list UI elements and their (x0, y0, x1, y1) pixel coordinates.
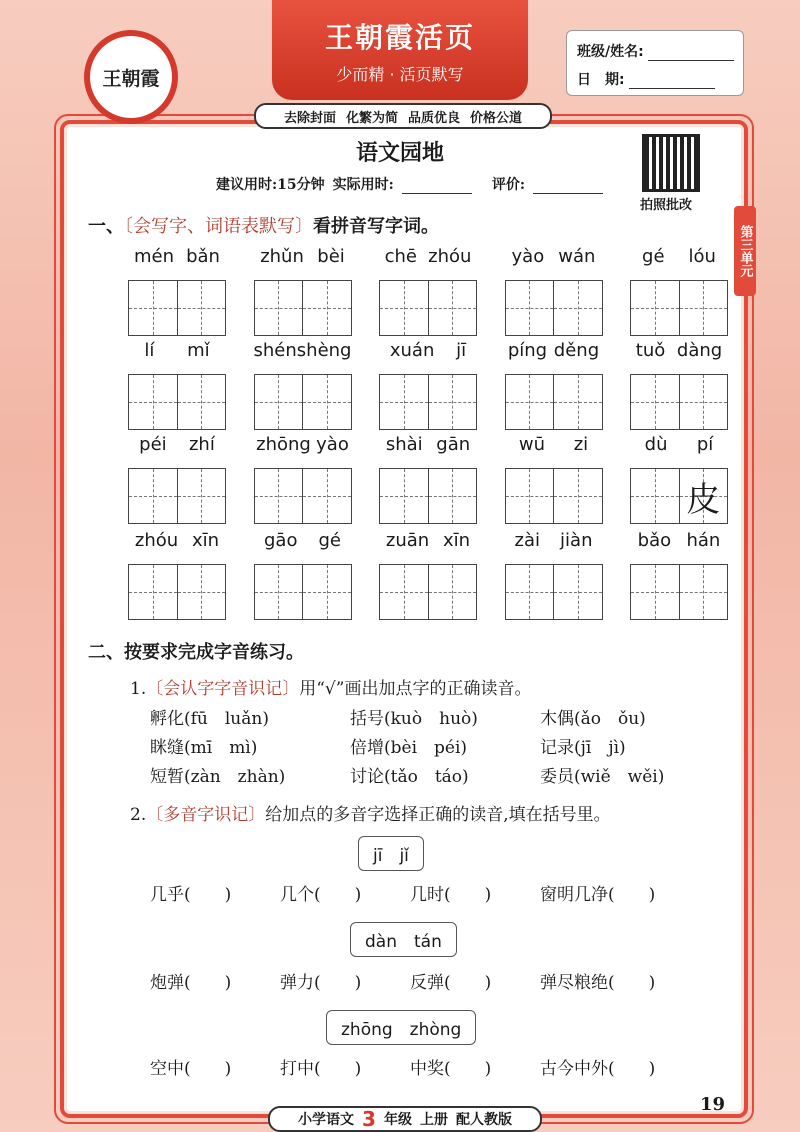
footer-grade: 年级 (383, 1112, 412, 1128)
pinyin-syllable: zài (514, 530, 540, 551)
q1-heading (130, 674, 531, 699)
pinyin-word (128, 246, 226, 336)
pinyin-word (630, 340, 728, 430)
written-char: 皮 (686, 479, 721, 520)
slogan-item: 化繁为简 (345, 110, 398, 126)
writing-cell[interactable] (429, 375, 477, 429)
writing-boxes (630, 468, 728, 524)
grid-row (128, 434, 728, 524)
reading-choices (150, 704, 710, 787)
writing-cell[interactable] (380, 375, 429, 429)
section1-text: 看拼音写字词。 (313, 216, 439, 237)
section1-num: 一、 (88, 216, 124, 237)
pinyin-word (128, 530, 226, 620)
slogan-item: 价格公道 (470, 110, 523, 126)
fill-row (150, 1054, 710, 1079)
writing-boxes (254, 280, 352, 336)
writing-cell[interactable] (303, 281, 351, 335)
writing-cell[interactable] (178, 375, 226, 429)
writing-boxes (379, 564, 477, 620)
pinyin-syllable: jī (456, 340, 467, 361)
slogan-item: 品质优良 (408, 110, 461, 126)
pinyin-syllable: jiàn (560, 530, 593, 551)
logo-text: 王朝霞 (102, 67, 160, 90)
writing-boxes (505, 564, 603, 620)
q1-num: 1. (130, 679, 147, 699)
pinyin-syllable: zhōng (256, 434, 311, 455)
q2-num: 2. (130, 805, 147, 825)
pinyin-label (254, 434, 352, 460)
pinyin-syllable: bǎo (637, 530, 672, 551)
banner-title: 王朝霞活页 (324, 21, 475, 54)
writing-cell[interactable] (429, 565, 477, 619)
writing-cell[interactable] (631, 281, 680, 335)
fill-blank-item[interactable]: 打中( ) (280, 1059, 362, 1079)
pinyin-label (379, 246, 477, 272)
pinyin-label (254, 530, 352, 556)
footer-grade-num: 3 (362, 1107, 376, 1131)
writing-cell[interactable] (631, 375, 680, 429)
reading-item[interactable]: 讨论(tǎo táo) (350, 767, 469, 787)
pinyin-word (379, 530, 477, 620)
writing-cell[interactable] (554, 469, 602, 523)
suggested-time: 建议用时:15分钟 (216, 177, 325, 193)
fill-blank-item[interactable]: 炮弹( ) (150, 973, 232, 993)
pinyin-syllable: mǐ (187, 340, 210, 361)
reading-item[interactable]: 木偶(ǎo ǒu) (540, 709, 646, 729)
pinyin-syllable: dàng (676, 340, 723, 361)
writing-cell[interactable] (554, 565, 602, 619)
writing-cell[interactable] (129, 565, 178, 619)
grid-row (128, 530, 728, 620)
fill-blank-item[interactable]: 几乎( ) (150, 885, 232, 905)
writing-boxes (254, 468, 352, 524)
pinyin-syllable: gé (318, 530, 341, 551)
q2-heading (130, 800, 611, 825)
writing-boxes (505, 280, 603, 336)
writing-cell[interactable] (380, 565, 429, 619)
pinyin-label (254, 340, 352, 366)
writing-cell[interactable] (506, 281, 555, 335)
pinyin-syllable: zuān (385, 530, 430, 551)
writing-cell[interactable] (255, 281, 304, 335)
footer-bar (268, 1106, 542, 1132)
pinyin-syllable: chē (384, 246, 417, 267)
writing-boxes (254, 564, 352, 620)
fill-blank-item[interactable]: 窗明几净( ) (540, 885, 656, 905)
page-title: 语文园地 (355, 140, 444, 166)
pinyin-word (254, 340, 352, 430)
reading-item[interactable]: 记录(jī jì) (540, 738, 626, 758)
page-number: 19 (700, 1094, 726, 1115)
pinyin-syllable: zhóu (428, 246, 472, 267)
fill-blank-item[interactable]: 空中( ) (150, 1059, 232, 1079)
slogan-item: 去除封面 (283, 110, 336, 126)
pinyin-word (505, 434, 603, 524)
timing-line (216, 174, 603, 194)
reading-item[interactable]: 委员(wiě wěi) (540, 767, 665, 787)
pinyin-word (379, 340, 477, 430)
pinyin-syllable: mén (134, 246, 175, 267)
pinyin-word (254, 530, 352, 620)
writing-boxes (505, 374, 603, 430)
reading-item[interactable]: 短暂(zàn zhàn) (150, 767, 286, 787)
grid-row (128, 340, 728, 430)
class-name-field[interactable] (648, 46, 734, 61)
pinyin-label (128, 340, 226, 366)
writing-cell[interactable] (303, 375, 351, 429)
writing-cell[interactable] (680, 281, 728, 335)
grid-row (128, 246, 728, 336)
writing-cell[interactable] (506, 375, 555, 429)
pinyin-label (379, 530, 477, 556)
pinyin-syllable: tuǒ (635, 340, 666, 361)
pinyin-syllable: xīn (192, 530, 220, 551)
writing-boxes (254, 374, 352, 430)
pinyin-syllable: péi (139, 434, 167, 455)
q2-tag: 〔多音字识记〕 (146, 805, 266, 825)
fill-row (150, 968, 710, 993)
pinyin-word (254, 434, 352, 524)
writing-cell[interactable] (303, 469, 351, 523)
pinyin-syllable: dù (644, 434, 668, 455)
writing-cell[interactable] (554, 375, 602, 429)
fill-blank-item[interactable]: 弹力( ) (280, 973, 362, 993)
qr-code-icon[interactable] (642, 134, 700, 192)
pinyin-syllable: zhǔn (260, 246, 304, 267)
pinyin-word (505, 530, 603, 620)
writing-cell[interactable] (680, 375, 728, 429)
pinyin-word (379, 434, 477, 524)
pinyin-label (505, 434, 603, 460)
pinyin-label (505, 340, 603, 366)
writing-cell[interactable] (506, 469, 555, 523)
writing-cell[interactable] (255, 565, 304, 619)
pinyin-syllable: hán (686, 530, 721, 551)
footer-subject: 小学语文 (298, 1112, 355, 1128)
qr-label: 拍照批改 (640, 198, 693, 213)
writing-cell[interactable] (129, 281, 178, 335)
q2-text: 给加点的多音字选择正确的读音,填在括号里。 (265, 805, 611, 825)
pinyin-word (630, 434, 728, 524)
pinyin-word (630, 246, 728, 336)
pinyin-options-box: jī jǐ (358, 836, 424, 871)
pinyin-syllable: xīn (443, 530, 471, 551)
pinyin-syllable: lí (144, 340, 155, 361)
pinyin-word (254, 246, 352, 336)
writing-boxes (128, 374, 226, 430)
pinyin-syllable: gān (436, 434, 471, 455)
pinyin-label (630, 246, 728, 272)
fill-blank-item[interactable]: 中奖( ) (410, 1059, 492, 1079)
pinyin-syllable: zi (573, 434, 589, 455)
pinyin-syllable: bèi (317, 246, 345, 267)
pinyin-label (379, 340, 477, 366)
reading-item[interactable]: 孵化(fū luǎn) (150, 709, 269, 729)
fill-row (150, 880, 710, 905)
pinyin-syllable: píng (507, 340, 548, 361)
section2-heading: 二、按要求完成字音练习。 (88, 642, 304, 663)
date-label: 日 期: (577, 72, 625, 88)
writing-cell[interactable] (554, 281, 602, 335)
writing-cell[interactable] (303, 565, 351, 619)
pinyin-label (379, 434, 477, 460)
writing-cell[interactable] (255, 375, 304, 429)
fill-blank-item[interactable]: 几时( ) (410, 885, 492, 905)
writing-cell[interactable] (178, 565, 226, 619)
writing-cell[interactable] (129, 469, 178, 523)
rating-field[interactable] (533, 181, 603, 194)
pinyin-syllable: děng (553, 340, 600, 361)
pinyin-syllable: zhí (188, 434, 215, 455)
pinyin-label (505, 246, 603, 272)
brand-logo (84, 30, 178, 124)
writing-cell[interactable] (178, 469, 226, 523)
writing-boxes (128, 280, 226, 336)
pinyin-syllable: yào (511, 246, 545, 267)
reading-item[interactable]: 括号(kuò huò) (350, 709, 478, 729)
pinyin-syllable: wán (558, 246, 596, 267)
writing-boxes (379, 468, 477, 524)
writing-boxes (630, 564, 728, 620)
pinyin-syllable: pí (696, 434, 714, 455)
name-date-box (566, 30, 744, 96)
fill-blank-item[interactable]: 几个( ) (280, 885, 362, 905)
writing-cell[interactable] (429, 469, 477, 523)
reading-item[interactable]: 眯缝(mī mì) (150, 738, 258, 758)
pinyin-label (630, 530, 728, 556)
pinyin-label (128, 434, 226, 460)
writing-boxes (630, 374, 728, 430)
pinyin-syllable: gāo (264, 530, 298, 551)
writing-cell[interactable] (680, 565, 728, 619)
actual-time-label: 实际用时: (332, 177, 394, 193)
pinyin-label (630, 434, 728, 460)
rating-label: 评价: (491, 177, 525, 193)
writing-cell[interactable] (631, 469, 680, 523)
pinyin-syllable: xuán (389, 340, 435, 361)
pinyin-syllable: gé (642, 246, 665, 267)
unit-side-tab: 第三单元 (734, 206, 756, 296)
pinyin-syllable: shài (385, 434, 423, 455)
pinyin-label (630, 340, 728, 366)
writing-cell[interactable] (129, 375, 178, 429)
pinyin-syllable: shèng (296, 340, 352, 361)
writing-boxes (630, 280, 728, 336)
fill-blank-item[interactable]: 弹尽粮绝( ) (540, 973, 656, 993)
pinyin-options-box: dàn tán (350, 922, 457, 957)
writing-cell[interactable] (429, 281, 477, 335)
writing-cell[interactable] (680, 469, 728, 523)
banner-subtitle: 少而精 · 活页默写 (336, 65, 464, 84)
fill-blank-item[interactable]: 反弹( ) (410, 973, 492, 993)
writing-cell[interactable] (178, 281, 226, 335)
pinyin-syllable: yào (316, 434, 349, 455)
writing-cell[interactable] (631, 565, 680, 619)
fill-blank-item[interactable]: 古今中外( ) (540, 1059, 656, 1079)
reading-item[interactable]: 倍增(bèi péi) (350, 738, 468, 758)
header-banner (272, 0, 528, 100)
pinyin-options-box: zhōng zhòng (326, 1010, 476, 1045)
pinyin-syllable: lóu (688, 246, 716, 267)
pinyin-label (254, 246, 352, 272)
writing-cell[interactable] (380, 281, 429, 335)
q1-text: 用“√”画出加点字的正确读音。 (299, 679, 532, 699)
pinyin-label (128, 530, 226, 556)
section1-tag: 〔会写字、词语表默写〕 (124, 216, 313, 237)
date-field[interactable] (629, 74, 715, 89)
pinyin-syllable: shén (253, 340, 297, 361)
writing-boxes (379, 374, 477, 430)
pinyin-word (128, 434, 226, 524)
actual-time-field[interactable] (402, 181, 472, 194)
q1-tag: 〔会认字字音识记〕 (146, 679, 300, 699)
writing-boxes (128, 468, 226, 524)
pinyin-word (505, 340, 603, 430)
class-name-label: 班级/姓名: (577, 44, 644, 60)
pinyin-word (630, 530, 728, 620)
slogan-bar (254, 103, 552, 129)
writing-boxes (505, 468, 603, 524)
footer-term: 上册 (419, 1112, 448, 1128)
pinyin-label (128, 246, 226, 272)
pinyin-syllable: bǎn (186, 246, 220, 267)
writing-cell[interactable] (255, 469, 304, 523)
pinyin-word (505, 246, 603, 336)
pinyin-word (379, 246, 477, 336)
pinyin-word (128, 340, 226, 430)
footer-edition: 配人教版 (455, 1112, 512, 1128)
writing-boxes (128, 564, 226, 620)
writing-cell[interactable] (380, 469, 429, 523)
writing-boxes (379, 280, 477, 336)
pinyin-syllable: wū (518, 434, 545, 455)
pinyin-label (505, 530, 603, 556)
pinyin-syllable: zhóu (134, 530, 179, 551)
section1-heading (88, 212, 439, 238)
writing-cell[interactable] (506, 565, 555, 619)
